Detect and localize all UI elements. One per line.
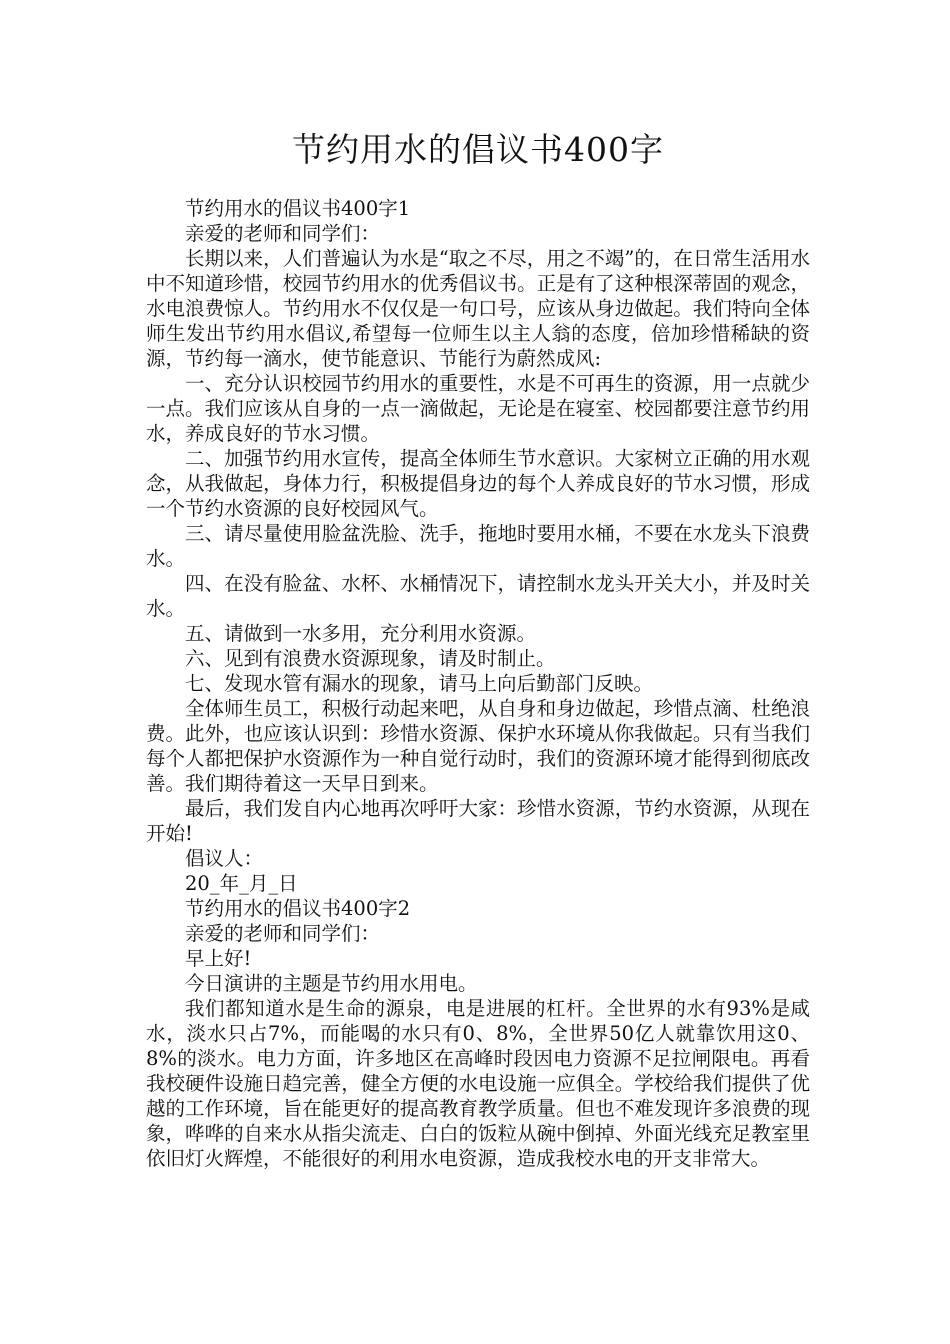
section-heading-2: 节约用水的倡议书400字2 (185, 897, 411, 920)
greeting: 早上好! (185, 947, 252, 970)
paragraph-intro: 长期以来，人们普遍认为水是“取之不尽，用之不竭”的，在日常生活用水中不知道珍惜，校园节约用水的优秀倡议书。正是有了这种根深蒂固的观念，水电浪费惊人。节约用水不仅仅是一句口号，应该从身边做起。我们特向全体师生发出节约用水倡议,希望每一位师生以主人翁的态度，倍加珍惜稀缺的资源，节约每一滴水，使节能意识、节能行为蔚然成风: (146, 247, 810, 370)
paragraph-call-to-action: 全体师生员工，积极行动起来吧，从自身和身边做起，珍惜点滴、杜绝浪费。此外，也应该认识到：珍惜水资源、保护水环境从你我做起。只有当我们每个人都把保护水资源作为一种自觉行动时，我们的资源环境才能得到彻底改善。我们期待着这一天早日到来。 (146, 697, 810, 795)
paragraph-point-3: 三、请尽量使用脸盆洗脸、洗手，拖地时要用水桶，不要在水龙头下浪费水。 (146, 522, 810, 570)
paragraph-speech-body: 我们都知道水是生命的源泉，电是进展的杠杆。全世界的水有93%是咸水，淡水只占7%，而能喝的水只有0、8%，全世界50亿人就靠饮用这0、8%的淡水。电力方面，许多地区在高峰时段因电力资源不足拉闸限电。再看我校硬件设施日趋完善，健全方便的水电设施一应俱全。学校给我们提供了优越的工作环境，旨在能更好的提高教育教学质量。但也不难发现许多浪费的现象，哗哗的自来水从指尖流走、白白的饭粒从碗中倒掉、外面光线充足教室里依旧灯火辉煌，不能很好的利用水电资源，造成我校水电的开支非常大。 (146, 997, 810, 1170)
paragraph-point-7: 七、发现水管有漏水的现象，请马上向后勤部门反映。 (185, 672, 654, 695)
signature-label: 倡议人： (185, 847, 264, 870)
paragraph-point-6: 六、见到有浪费水资源现象，请及时制止。 (185, 647, 556, 670)
paragraph-point-5: 五、请做到一水多用，充分利用水资源。 (185, 622, 537, 645)
speech-topic: 今日演讲的主题是节约用水用电。 (185, 972, 478, 995)
salutation: 亲爱的老师和同学们： (185, 222, 381, 245)
document-title: 节约用水的倡议书400字 (292, 130, 664, 169)
paragraph-point-1: 一、充分认识校园节约用水的重要性，水是不可再生的资源，用一点就少一点。我们应该从自身的一点一滴做起，无论是在寝室、校园都要注意节约用水，养成良好的节水习惯。 (146, 372, 810, 445)
paragraph-point-2: 二、加强节约用水宣传，提高全体师生节水意识。大家树立正确的用水观念，从我做起，身体力行，积极提倡身边的每个人养成良好的节水习惯，形成一个节约水资源的良好校园风气。 (146, 447, 810, 520)
section-heading-1: 节约用水的倡议书400字1 (185, 197, 411, 220)
document-body (146, 196, 810, 1171)
paragraph-closing: 最后，我们发自内心地再次呼吁大家：珍惜水资源，节约水资源，从现在开始! (146, 797, 810, 845)
date-line: 20_年_月_日 (185, 872, 298, 895)
salutation-2: 亲爱的老师和同学们： (185, 922, 381, 945)
paragraph-point-4: 四、在没有脸盆、水杯、水桶情况下，请控制水龙头开关大小，并及时关水。 (146, 572, 810, 620)
